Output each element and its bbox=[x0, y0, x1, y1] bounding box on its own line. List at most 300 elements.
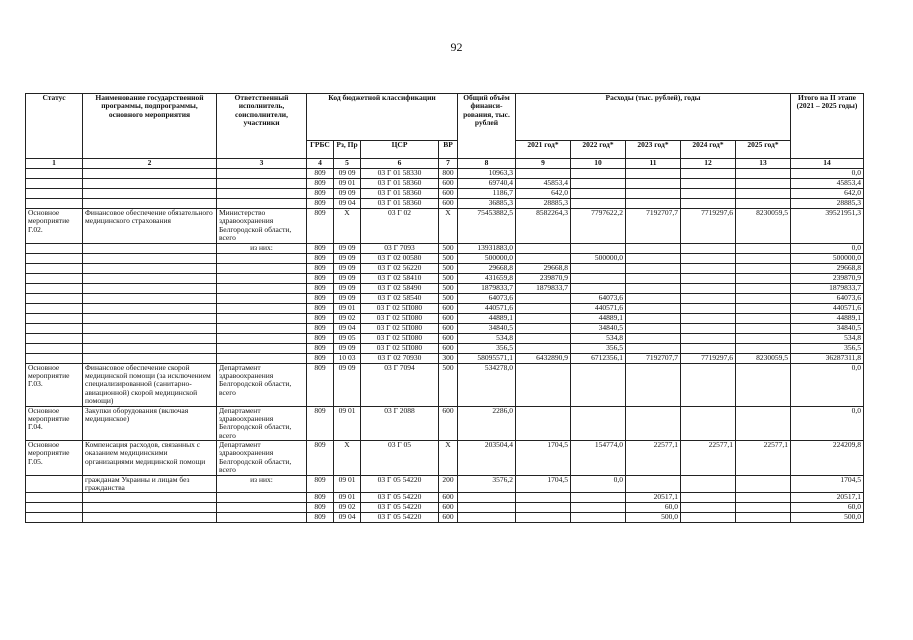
table-row bbox=[26, 253, 864, 263]
year-2023-cell bbox=[626, 363, 681, 406]
rz-cell: 09 09 bbox=[334, 283, 361, 293]
table-row bbox=[26, 293, 864, 303]
year-2022-cell bbox=[571, 189, 626, 199]
rz-cell: 09 01 bbox=[334, 475, 361, 493]
rz-cell: 09 09 bbox=[334, 243, 361, 253]
status-cell bbox=[26, 243, 83, 253]
year-2021-cell bbox=[516, 493, 571, 503]
table-row bbox=[26, 475, 864, 493]
table-row bbox=[26, 493, 864, 503]
executor-cell bbox=[217, 323, 307, 333]
header-status: Статус bbox=[26, 94, 83, 159]
status-cell bbox=[26, 263, 83, 273]
year-2025-cell bbox=[736, 333, 791, 343]
grbs-cell: 809 bbox=[307, 323, 334, 333]
stage-total-cell: 34840,5 bbox=[791, 323, 864, 333]
year-2024-cell bbox=[681, 513, 736, 523]
year-2023-cell bbox=[626, 243, 681, 253]
stage-total-cell: 60,0 bbox=[791, 503, 864, 513]
table-row bbox=[26, 179, 864, 189]
table-row bbox=[26, 199, 864, 209]
year-2024-cell bbox=[681, 179, 736, 189]
executor-cell bbox=[217, 493, 307, 503]
table-row bbox=[26, 313, 864, 323]
status-cell bbox=[26, 169, 83, 179]
stage-total-cell: 28885,3 bbox=[791, 199, 864, 209]
year-2022-cell: 7797622,2 bbox=[571, 209, 626, 244]
header-csr: ЦСР bbox=[361, 141, 439, 159]
program-name-cell bbox=[83, 333, 217, 343]
program-name-cell bbox=[83, 189, 217, 199]
table-row bbox=[26, 209, 864, 244]
status-cell bbox=[26, 343, 83, 353]
total-volume-cell: 431659,8 bbox=[458, 273, 516, 283]
grbs-cell: 809 bbox=[307, 169, 334, 179]
table-row bbox=[26, 353, 864, 363]
grbs-cell: 809 bbox=[307, 343, 334, 353]
year-2021-cell bbox=[516, 503, 571, 513]
year-2023-cell bbox=[626, 179, 681, 189]
year-2022-cell bbox=[571, 273, 626, 283]
status-cell bbox=[26, 513, 83, 523]
grbs-cell: 809 bbox=[307, 273, 334, 283]
rz-cell: Х bbox=[334, 209, 361, 244]
executor-cell: из них: bbox=[217, 475, 307, 493]
vr-cell: 300 bbox=[439, 353, 458, 363]
year-2023-cell: 20517,1 bbox=[626, 493, 681, 503]
year-2024-cell bbox=[681, 273, 736, 283]
vr-cell: 600 bbox=[439, 493, 458, 503]
year-2022-cell bbox=[571, 263, 626, 273]
header-2025: 2025 год* bbox=[736, 141, 791, 159]
total-volume-cell: 500000,0 bbox=[458, 253, 516, 263]
year-2023-cell: 500,0 bbox=[626, 513, 681, 523]
rz-cell: 09 09 bbox=[334, 273, 361, 283]
program-name-cell bbox=[83, 273, 217, 283]
grbs-cell: 809 bbox=[307, 189, 334, 199]
year-2025-cell bbox=[736, 243, 791, 253]
year-2024-cell bbox=[681, 363, 736, 406]
program-name-cell bbox=[83, 263, 217, 273]
rz-cell: 09 09 bbox=[334, 363, 361, 406]
csr-cell: 03 Г 02 5П080 bbox=[361, 303, 439, 313]
program-name-cell bbox=[83, 169, 217, 179]
vr-cell: 500 bbox=[439, 243, 458, 253]
rz-cell: 10 03 bbox=[334, 353, 361, 363]
table-row bbox=[26, 263, 864, 273]
table-row bbox=[26, 283, 864, 293]
executor-cell bbox=[217, 313, 307, 323]
executor-cell bbox=[217, 169, 307, 179]
year-2025-cell bbox=[736, 503, 791, 513]
program-name-cell bbox=[83, 493, 217, 503]
grbs-cell: 809 bbox=[307, 303, 334, 313]
year-2021-cell: 6432890,9 bbox=[516, 353, 571, 363]
status-cell bbox=[26, 353, 83, 363]
column-number: 3 bbox=[217, 159, 307, 169]
year-2022-cell bbox=[571, 169, 626, 179]
csr-cell: 03 Г 05 54220 bbox=[361, 503, 439, 513]
status-cell bbox=[26, 313, 83, 323]
year-2025-cell bbox=[736, 283, 791, 293]
csr-cell: 03 Г 02 56220 bbox=[361, 263, 439, 273]
grbs-cell: 809 bbox=[307, 353, 334, 363]
year-2024-cell bbox=[681, 293, 736, 303]
rz-cell: Х bbox=[334, 441, 361, 476]
year-2021-cell: 1704,5 bbox=[516, 475, 571, 493]
year-2022-cell bbox=[571, 513, 626, 523]
column-number: 2 bbox=[83, 159, 217, 169]
column-number: 6 bbox=[361, 159, 439, 169]
column-number: 4 bbox=[307, 159, 334, 169]
stage-total-cell: 45853,4 bbox=[791, 179, 864, 189]
year-2024-cell bbox=[681, 243, 736, 253]
vr-cell: 600 bbox=[439, 303, 458, 313]
csr-cell: 03 Г 05 54220 bbox=[361, 513, 439, 523]
year-2023-cell bbox=[626, 323, 681, 333]
executor-cell: Департамент здравоохранения Белгородской области, всего bbox=[217, 406, 307, 441]
stage-total-cell: 500000,0 bbox=[791, 253, 864, 263]
table-row bbox=[26, 333, 864, 343]
year-2025-cell bbox=[736, 313, 791, 323]
column-number: 5 bbox=[334, 159, 361, 169]
grbs-cell: 809 bbox=[307, 313, 334, 323]
year-2023-cell bbox=[626, 293, 681, 303]
grbs-cell: 809 bbox=[307, 283, 334, 293]
rz-cell: 09 09 bbox=[334, 169, 361, 179]
year-2021-cell: 45853,4 bbox=[516, 179, 571, 189]
vr-cell: 500 bbox=[439, 283, 458, 293]
table-row bbox=[26, 441, 864, 476]
year-2021-cell bbox=[516, 363, 571, 406]
grbs-cell: 809 bbox=[307, 513, 334, 523]
table-row bbox=[26, 406, 864, 441]
year-2021-cell bbox=[516, 169, 571, 179]
year-2023-cell: 7192707,7 bbox=[626, 353, 681, 363]
grbs-cell: 809 bbox=[307, 293, 334, 303]
program-name-cell: Закупки оборудования (включая медицинское) bbox=[83, 406, 217, 441]
year-2022-cell: 34840,5 bbox=[571, 323, 626, 333]
stage-total-cell: 20517,1 bbox=[791, 493, 864, 503]
grbs-cell: 809 bbox=[307, 199, 334, 209]
csr-cell: 03 Г 02 58540 bbox=[361, 293, 439, 303]
rz-cell: 09 04 bbox=[334, 199, 361, 209]
csr-cell: 03 Г 7094 bbox=[361, 363, 439, 406]
vr-cell: 600 bbox=[439, 503, 458, 513]
year-2021-cell: 8582264,3 bbox=[516, 209, 571, 244]
year-2025-cell bbox=[736, 475, 791, 493]
rz-cell: 09 01 bbox=[334, 406, 361, 441]
year-2022-cell: 0,0 bbox=[571, 475, 626, 493]
year-2021-cell: 28885,3 bbox=[516, 199, 571, 209]
executor-cell bbox=[217, 303, 307, 313]
column-number: 12 bbox=[681, 159, 736, 169]
year-2022-cell: 356,5 bbox=[571, 343, 626, 353]
executor-cell bbox=[217, 513, 307, 523]
status-cell bbox=[26, 323, 83, 333]
header-rz: Рз, Пр bbox=[334, 141, 361, 159]
rz-cell: 09 01 bbox=[334, 303, 361, 313]
status-cell bbox=[26, 475, 83, 493]
year-2025-cell: 8230059,5 bbox=[736, 209, 791, 244]
year-2022-cell bbox=[571, 283, 626, 293]
year-2021-cell bbox=[516, 513, 571, 523]
status-cell bbox=[26, 199, 83, 209]
year-2024-cell bbox=[681, 189, 736, 199]
year-2023-cell bbox=[626, 273, 681, 283]
stage-total-cell: 44889,1 bbox=[791, 313, 864, 323]
column-number: 8 bbox=[458, 159, 516, 169]
header-2023: 2023 год* bbox=[626, 141, 681, 159]
year-2021-cell bbox=[516, 333, 571, 343]
header-grbs: ГРБС bbox=[307, 141, 334, 159]
year-2021-cell bbox=[516, 253, 571, 263]
program-name-cell bbox=[83, 503, 217, 513]
year-2024-cell bbox=[681, 303, 736, 313]
year-2025-cell bbox=[736, 303, 791, 313]
stage-total-cell: 1879833,7 bbox=[791, 283, 864, 293]
total-volume-cell: 13931883,0 bbox=[458, 243, 516, 253]
year-2024-cell: 7719297,6 bbox=[681, 209, 736, 244]
year-2021-cell bbox=[516, 303, 571, 313]
grbs-cell: 809 bbox=[307, 475, 334, 493]
grbs-cell: 809 bbox=[307, 503, 334, 513]
year-2025-cell bbox=[736, 169, 791, 179]
executor-cell bbox=[217, 503, 307, 513]
program-name-cell bbox=[83, 303, 217, 313]
executor-cell bbox=[217, 353, 307, 363]
table-row bbox=[26, 273, 864, 283]
status-cell bbox=[26, 493, 83, 503]
year-2023-cell: 7192707,7 bbox=[626, 209, 681, 244]
year-2021-cell bbox=[516, 343, 571, 353]
table-row bbox=[26, 243, 864, 253]
stage-total-cell: 0,0 bbox=[791, 169, 864, 179]
year-2023-cell bbox=[626, 406, 681, 441]
csr-cell: 03 Г 02 70930 bbox=[361, 353, 439, 363]
header-2024: 2024 год* bbox=[681, 141, 736, 159]
program-name-cell bbox=[83, 313, 217, 323]
column-number: 10 bbox=[571, 159, 626, 169]
year-2025-cell bbox=[736, 189, 791, 199]
total-volume-cell: 34840,5 bbox=[458, 323, 516, 333]
vr-cell: Х bbox=[439, 441, 458, 476]
program-name-cell: Финансовое обеспечение обязательного медицинского страхования bbox=[83, 209, 217, 244]
year-2023-cell bbox=[626, 189, 681, 199]
table-row bbox=[26, 169, 864, 179]
vr-cell: 600 bbox=[439, 323, 458, 333]
year-2024-cell bbox=[681, 503, 736, 513]
year-2022-cell: 44889,1 bbox=[571, 313, 626, 323]
executor-cell bbox=[217, 263, 307, 273]
total-volume-cell: 44889,1 bbox=[458, 313, 516, 323]
csr-cell: 03 Г 02 00580 bbox=[361, 253, 439, 263]
year-2025-cell bbox=[736, 513, 791, 523]
year-2025-cell bbox=[736, 263, 791, 273]
year-2024-cell bbox=[681, 263, 736, 273]
total-volume-cell: 64073,6 bbox=[458, 293, 516, 303]
total-volume-cell: 356,5 bbox=[458, 343, 516, 353]
vr-cell: Х bbox=[439, 209, 458, 244]
executor-cell bbox=[217, 273, 307, 283]
year-2021-cell bbox=[516, 243, 571, 253]
executor-cell bbox=[217, 283, 307, 293]
status-cell: Основное мероприятие Г.05. bbox=[26, 441, 83, 476]
header-2021: 2021 год* bbox=[516, 141, 571, 159]
executor-cell: Департамент здравоохранения Белгородской области, всего bbox=[217, 441, 307, 476]
executor-cell bbox=[217, 253, 307, 263]
program-name-cell bbox=[83, 513, 217, 523]
vr-cell: 600 bbox=[439, 333, 458, 343]
year-2021-cell: 642,0 bbox=[516, 189, 571, 199]
program-name-cell bbox=[83, 179, 217, 189]
grbs-cell: 809 bbox=[307, 209, 334, 244]
year-2025-cell bbox=[736, 493, 791, 503]
total-volume-cell: 36885,3 bbox=[458, 199, 516, 209]
budget-table bbox=[25, 93, 864, 523]
total-volume-cell: 75453882,5 bbox=[458, 209, 516, 244]
rz-cell: 09 09 bbox=[334, 253, 361, 263]
year-2025-cell bbox=[736, 199, 791, 209]
year-2022-cell: 64073,6 bbox=[571, 293, 626, 303]
program-name-cell bbox=[83, 243, 217, 253]
status-cell bbox=[26, 293, 83, 303]
total-volume-cell: 10963,3 bbox=[458, 169, 516, 179]
header-2022: 2022 год* bbox=[571, 141, 626, 159]
rz-cell: 09 09 bbox=[334, 343, 361, 353]
year-2022-cell bbox=[571, 243, 626, 253]
year-2021-cell bbox=[516, 406, 571, 441]
rz-cell: 09 09 bbox=[334, 189, 361, 199]
total-volume-cell: 1186,7 bbox=[458, 189, 516, 199]
vr-cell: 200 bbox=[439, 475, 458, 493]
rz-cell: 09 01 bbox=[334, 179, 361, 189]
program-name-cell bbox=[83, 293, 217, 303]
rz-cell: 09 04 bbox=[334, 323, 361, 333]
vr-cell: 500 bbox=[439, 363, 458, 406]
grbs-cell: 809 bbox=[307, 333, 334, 343]
vr-cell: 600 bbox=[439, 513, 458, 523]
program-name-cell: Компенсация расходов, связанных с оказанием медицинскими организациями медицинской помощи bbox=[83, 441, 217, 476]
executor-cell: из них: bbox=[217, 243, 307, 253]
executor-cell bbox=[217, 293, 307, 303]
year-2024-cell bbox=[681, 475, 736, 493]
year-2025-cell bbox=[736, 323, 791, 333]
year-2023-cell bbox=[626, 475, 681, 493]
table-row bbox=[26, 343, 864, 353]
column-number: 1 bbox=[26, 159, 83, 169]
year-2024-cell bbox=[681, 333, 736, 343]
rz-cell: 09 09 bbox=[334, 293, 361, 303]
vr-cell: 600 bbox=[439, 189, 458, 199]
stage-total-cell: 534,8 bbox=[791, 333, 864, 343]
executor-cell bbox=[217, 179, 307, 189]
total-volume-cell: 534278,0 bbox=[458, 363, 516, 406]
header-vr: ВР bbox=[439, 141, 458, 159]
column-number: 7 bbox=[439, 159, 458, 169]
executor-cell bbox=[217, 343, 307, 353]
total-volume-cell: 29668,8 bbox=[458, 263, 516, 273]
year-2023-cell bbox=[626, 169, 681, 179]
csr-cell: 03 Г 02 5П080 bbox=[361, 323, 439, 333]
status-cell bbox=[26, 303, 83, 313]
vr-cell: 500 bbox=[439, 263, 458, 273]
total-volume-cell bbox=[458, 503, 516, 513]
year-2024-cell: 22577,1 bbox=[681, 441, 736, 476]
program-name-cell bbox=[83, 323, 217, 333]
stage-total-cell: 39521951,3 bbox=[791, 209, 864, 244]
year-2022-cell bbox=[571, 179, 626, 189]
status-cell bbox=[26, 189, 83, 199]
year-2025-cell bbox=[736, 406, 791, 441]
total-volume-cell: 534,8 bbox=[458, 333, 516, 343]
year-2025-cell bbox=[736, 293, 791, 303]
csr-cell: 03 Г 02 5П080 bbox=[361, 333, 439, 343]
vr-cell: 500 bbox=[439, 293, 458, 303]
executor-cell bbox=[217, 189, 307, 199]
vr-cell: 600 bbox=[439, 406, 458, 441]
year-2022-cell: 440571,6 bbox=[571, 303, 626, 313]
csr-cell: 03 Г 01 58360 bbox=[361, 199, 439, 209]
stage-total-cell: 0,0 bbox=[791, 406, 864, 441]
stage-total-cell: 224209,8 bbox=[791, 441, 864, 476]
status-cell bbox=[26, 503, 83, 513]
stage-total-cell: 64073,6 bbox=[791, 293, 864, 303]
year-2023-cell bbox=[626, 333, 681, 343]
rz-cell: 09 02 bbox=[334, 503, 361, 513]
program-name-cell: Финансовое обеспечение скорой медицинской помощи (за исключением специализированной (санитарно-авиационной) скорой медицинской помощи) bbox=[83, 363, 217, 406]
year-2021-cell: 1879833,7 bbox=[516, 283, 571, 293]
executor-cell bbox=[217, 199, 307, 209]
grbs-cell: 809 bbox=[307, 179, 334, 189]
year-2023-cell bbox=[626, 253, 681, 263]
csr-cell: 03 Г 01 58360 bbox=[361, 189, 439, 199]
rz-cell: 09 02 bbox=[334, 313, 361, 323]
year-2021-cell bbox=[516, 293, 571, 303]
grbs-cell: 809 bbox=[307, 243, 334, 253]
header-budget-code: Код бюджетной классификации bbox=[307, 94, 458, 141]
vr-cell: 600 bbox=[439, 343, 458, 353]
program-name-cell bbox=[83, 283, 217, 293]
vr-cell: 500 bbox=[439, 253, 458, 263]
csr-cell: 03 Г 05 54220 bbox=[361, 493, 439, 503]
year-2022-cell: 534,8 bbox=[571, 333, 626, 343]
csr-cell: 03 Г 02 58410 bbox=[361, 273, 439, 283]
year-2021-cell: 1704,5 bbox=[516, 441, 571, 476]
year-2021-cell: 29668,8 bbox=[516, 263, 571, 273]
program-name-cell bbox=[83, 353, 217, 363]
year-2025-cell bbox=[736, 363, 791, 406]
csr-cell: 03 Г 02 5П080 bbox=[361, 343, 439, 353]
stage-total-cell: 1704,5 bbox=[791, 475, 864, 493]
stage-total-cell: 0,0 bbox=[791, 243, 864, 253]
grbs-cell: 809 bbox=[307, 441, 334, 476]
year-2022-cell: 6712356,1 bbox=[571, 353, 626, 363]
year-2024-cell bbox=[681, 343, 736, 353]
header-expenses: Расходы (тыс. рублей), годы bbox=[516, 94, 791, 141]
total-volume-cell: 440571,6 bbox=[458, 303, 516, 313]
year-2022-cell bbox=[571, 406, 626, 441]
year-2023-cell bbox=[626, 283, 681, 293]
table-row bbox=[26, 363, 864, 406]
status-cell bbox=[26, 333, 83, 343]
csr-cell: 03 Г 05 bbox=[361, 441, 439, 476]
csr-cell: 03 Г 01 58360 bbox=[361, 179, 439, 189]
year-2024-cell bbox=[681, 169, 736, 179]
rz-cell: 09 01 bbox=[334, 493, 361, 503]
stage-total-cell: 356,5 bbox=[791, 343, 864, 353]
grbs-cell: 809 bbox=[307, 263, 334, 273]
